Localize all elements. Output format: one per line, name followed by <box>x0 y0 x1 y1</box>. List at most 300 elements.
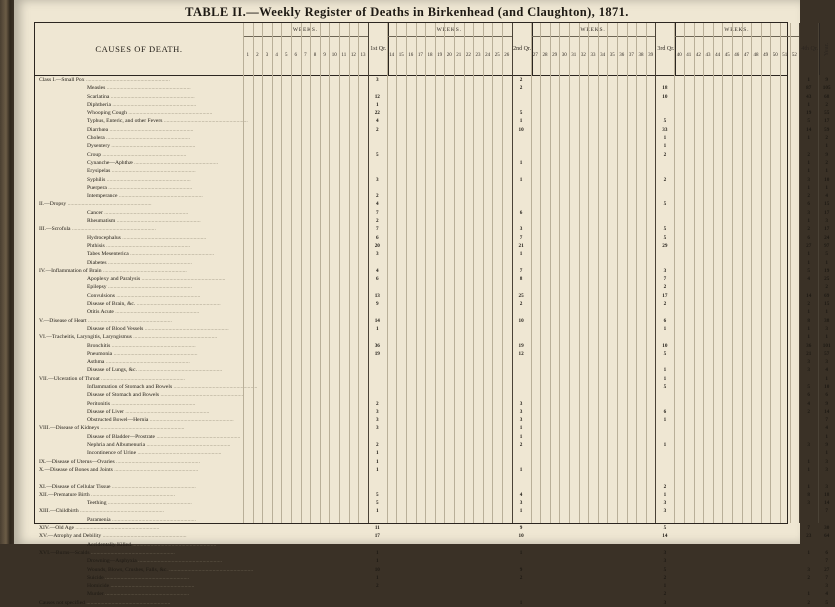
cause-name: Peritonitis <box>87 400 110 407</box>
quarter-column-divider <box>799 23 800 523</box>
cause-name: Accidentally Killed <box>87 541 131 548</box>
quarter-total-cell <box>512 151 531 159</box>
cause-name: Disease of Blood Vessels <box>87 325 144 332</box>
year-total-cell: 19 <box>824 267 830 274</box>
year-total-cell: 38 <box>824 317 830 324</box>
cause-name: XI.—Disease of Cellular Tissue <box>39 483 111 490</box>
quarter-total-cell <box>655 424 674 432</box>
leader-dots: ............................................................ <box>162 118 248 125</box>
cause-label <box>39 491 243 499</box>
year-total-cell: 4 <box>825 425 828 432</box>
leader-dots: ............................................................ <box>110 168 196 175</box>
quarter-total-cell: 10 <box>374 566 380 573</box>
year-total-cell: 17 <box>824 118 830 125</box>
week-number-header: 47 <box>743 53 749 58</box>
leader-dots: ............................................................ <box>120 234 207 241</box>
year-total-cell: 1 <box>825 143 828 150</box>
leader-dots: ............................................................ <box>106 284 192 291</box>
quarter-total-cell: 3 <box>519 226 523 233</box>
quarter-total-cell: 5 <box>663 350 667 357</box>
weeks-group-header: WEEKS. <box>243 23 368 37</box>
quarter-total-cell <box>655 458 674 466</box>
week-column-divider <box>531 23 532 523</box>
quarter-total-cell <box>799 424 818 432</box>
year-total-cell: 1 <box>825 309 828 316</box>
quarter-total-cell: 2 <box>663 301 667 308</box>
cause-name: VIII.—Disease of Kidneys <box>39 425 100 432</box>
quarter-total-cell: 1 <box>519 176 523 183</box>
quarter-total-cell <box>368 590 387 598</box>
quarter-total-cell <box>368 383 387 391</box>
week-column-divider <box>713 23 714 523</box>
quarter-total-cell: 2 <box>663 574 667 581</box>
quarter-total-cell: 36 <box>806 342 812 349</box>
quarter-total-cell: 1 <box>663 442 667 449</box>
cause-label <box>87 184 243 192</box>
week-column-divider <box>416 23 417 523</box>
cause-label <box>87 433 243 441</box>
quarter-total-cell: 2 <box>807 599 810 606</box>
table-row <box>35 557 828 565</box>
leader-dots: ............................................................ <box>110 101 197 108</box>
quarter-total-cell: 1 <box>663 417 667 424</box>
quarter-total-cell <box>368 474 387 482</box>
cause-label <box>39 333 243 341</box>
cause-name: Cancer <box>87 209 103 216</box>
year-total-cell: 1 <box>825 168 828 175</box>
quarter-total-cell: 3 <box>519 500 523 507</box>
leader-dots: ............................................................ <box>126 110 213 117</box>
quarter-total-cell <box>512 590 531 598</box>
cause-label <box>87 234 243 242</box>
year-total-cell: 17 <box>824 209 830 216</box>
quarter-total-cell <box>655 466 674 474</box>
year-total-cell: 3 <box>825 325 828 332</box>
table-row <box>35 582 828 590</box>
quarter-total-cell: 2 <box>663 483 667 490</box>
cause-label <box>87 300 243 308</box>
week-column-divider <box>435 23 436 523</box>
quarter-total-cell: 1 <box>663 367 667 374</box>
cause-label <box>87 441 243 449</box>
quarter-total-cell <box>655 541 674 549</box>
week-column-divider <box>636 23 637 523</box>
quarter-total-cell <box>368 184 387 192</box>
cause-label <box>87 117 248 125</box>
quarter-total-cell <box>799 449 818 457</box>
leader-dots: ............................................................ <box>78 508 164 515</box>
quarter-total-cell <box>512 93 531 101</box>
leader-dots: ............................................................ <box>159 392 245 399</box>
quarter-column-divider <box>512 23 513 523</box>
cause-name: Epilepsy <box>87 284 107 291</box>
week-number-header: 31 <box>571 53 577 58</box>
cause-label <box>87 474 243 482</box>
leader-dots: ............................................................ <box>102 209 189 216</box>
quarter-total-cell: 1 <box>376 458 379 465</box>
quarter-total-cell: 5 <box>807 383 810 390</box>
leader-dots: ............................................................ <box>66 201 152 208</box>
quarter-total-cell: 3 <box>376 425 379 432</box>
year-total-cell: 4 <box>825 591 828 598</box>
quarter-total-cell: 1 <box>519 549 523 556</box>
cause-name: XV.—Atrophy and Debility <box>39 533 102 540</box>
quarter-total-cell <box>655 76 674 84</box>
week-number-header: 36 <box>619 53 625 58</box>
quarter-total-cell <box>368 375 387 383</box>
year-total-cell: 9 <box>825 77 828 83</box>
quarter-total-cell: 19 <box>806 110 812 117</box>
week-column-divider <box>349 23 350 523</box>
week-number-header: 3 <box>265 53 269 58</box>
cause-label <box>87 516 243 524</box>
cause-label <box>39 599 243 607</box>
quarter-total-cell: 20 <box>374 242 380 249</box>
table-row <box>35 524 830 532</box>
cause-label <box>87 93 243 101</box>
quarter-total-cell: 1 <box>807 259 810 266</box>
week-column-divider <box>751 23 752 523</box>
leader-dots: ............................................................ <box>109 583 195 590</box>
leader-dots: ............................................................ <box>74 525 160 532</box>
quarter-total-cell: 6 <box>663 408 667 415</box>
cause-name: Drowning—Asphyxia <box>87 558 137 565</box>
quarter-total-cell: 2 <box>519 85 523 92</box>
quarter-total-cell: 18 <box>662 85 668 92</box>
year-total-cell: 9 <box>825 442 828 449</box>
cause-label <box>39 466 243 474</box>
leader-dots: ............................................................ <box>70 226 156 233</box>
quarter-total-cell: 4 <box>519 491 523 498</box>
quarter-total-cell <box>655 209 674 217</box>
quarter-total-cell: 7 <box>519 234 523 241</box>
quarter-total-cell: 9 <box>519 525 523 532</box>
cause-label <box>87 590 243 598</box>
week-column-divider <box>770 23 771 523</box>
year-total-cell: 18 <box>824 491 830 498</box>
deaths-register-table <box>34 22 831 606</box>
year-total-cell: 7 <box>825 508 828 515</box>
quarter-total-cell: 8 <box>807 491 810 498</box>
quarter-total-cell <box>655 259 674 267</box>
quarter-total-cell: 7 <box>519 267 523 274</box>
quarter-total-cell: 1 <box>376 466 379 473</box>
quarter-total-cell <box>799 283 818 291</box>
year-total-cell: 15 <box>824 201 830 208</box>
week-number-header: 48 <box>753 53 759 58</box>
leader-dots: ............................................................ <box>108 126 194 133</box>
table-row <box>35 574 828 582</box>
quarter-total-cell: 3 <box>663 267 667 274</box>
quarter-total-cell: 3 <box>807 566 810 573</box>
cause-name: Cynanche—Aphthæ <box>87 159 133 166</box>
year-total-cell: 69 <box>824 292 830 299</box>
cause-label <box>87 176 243 184</box>
quarter-total-cell: 2 <box>519 301 523 308</box>
weeks-group-header: WEEKS. <box>387 23 512 37</box>
quarter-total-cell <box>368 84 387 92</box>
week-number-header: 16 <box>408 53 414 58</box>
week-number-header: 24 <box>485 53 491 58</box>
week-number-header: 37 <box>628 53 634 58</box>
cause-name: Incontinence of Urine <box>87 450 137 457</box>
leader-dots: ............................................................ <box>148 417 234 424</box>
quarter-total-cell: 2 <box>376 583 379 590</box>
week-number-header: 13 <box>360 53 366 58</box>
table-row <box>35 590 828 598</box>
leader-dots: ............................................................ <box>101 533 187 540</box>
cause-name: IV.—Inflammation of Brain <box>39 267 102 274</box>
leader-dots: ............................................................ <box>130 541 217 548</box>
week-number-header: 30 <box>561 53 567 58</box>
week-column-divider <box>464 23 465 523</box>
quarter-total-cell <box>655 250 674 258</box>
quarter-total-cell: 1 <box>807 184 810 191</box>
quarter-total-cell <box>512 458 531 466</box>
quarter-total-cell <box>512 167 531 175</box>
quarter-total-cell: 2 <box>807 408 810 415</box>
week-column-divider <box>310 23 311 523</box>
week-number-header: 44 <box>715 53 721 58</box>
quarter-total-cell: 2 <box>663 151 667 158</box>
cause-name: Pneumonia <box>87 350 113 357</box>
week-column-divider <box>502 23 503 523</box>
quarter-total-cell: 3 <box>376 176 379 183</box>
week-number-header: 40 <box>676 53 682 58</box>
quarter-total-cell: 1 <box>807 135 810 142</box>
leader-dots: ............................................................ <box>172 383 258 390</box>
week-number-header: 25 <box>494 53 500 58</box>
quarter-total-cell <box>799 541 818 549</box>
cause-label <box>87 192 243 200</box>
cause-name: Whooping Cough <box>87 110 127 117</box>
quarter-total-cell: 5 <box>807 267 810 274</box>
quarter-total-cell <box>799 507 818 515</box>
quarter-total-cell: 2 <box>519 442 523 449</box>
cause-name: Rheumatism <box>87 218 116 225</box>
week-number-header: 19 <box>437 53 443 58</box>
year-total-cell: 1 <box>825 450 828 457</box>
week-column-divider <box>607 23 608 523</box>
cause-label <box>87 408 243 416</box>
week-column-divider <box>243 23 244 523</box>
quarter-total-cell: 12 <box>518 350 524 357</box>
week-number-header: 7 <box>304 53 307 58</box>
cause-label <box>87 308 243 316</box>
leader-dots: ............................................................ <box>103 574 190 581</box>
quarter-total-cell: 3 <box>807 500 810 507</box>
cause-name: Diphtheria <box>87 101 111 108</box>
quarter-total-cell: 3 <box>663 549 667 556</box>
leader-dots: ............................................................ <box>123 408 210 415</box>
leader-dots: ............................................................ <box>99 425 185 432</box>
week-number-header: 29 <box>552 53 558 58</box>
quarter-total-cell: 13 <box>374 292 380 299</box>
table-row <box>35 532 830 540</box>
quarter-total-cell: 1 <box>807 218 810 225</box>
cause-name: Intemperance <box>87 193 118 200</box>
quarter-total-cell: 6 <box>807 234 810 241</box>
quarter-total-cell <box>655 308 674 316</box>
cause-name: XIII.—Childbirth <box>39 508 79 515</box>
quarter-total-cell: 1 <box>376 549 379 556</box>
table-row <box>35 549 828 557</box>
year-total-cell: 10 <box>824 383 830 390</box>
year-total-cell: 97 <box>824 242 830 249</box>
quarter-total-cell: 6 <box>663 317 667 324</box>
week-column-divider <box>473 23 474 523</box>
cause-label <box>87 383 258 391</box>
week-number-header: 52 <box>791 53 797 58</box>
week-number-header: 20 <box>446 53 452 58</box>
week-number-header: 35 <box>609 53 615 58</box>
quarter-total-cell <box>512 474 531 482</box>
quarter-total-cell: 2 <box>376 400 379 407</box>
quarter-total-cell: 1 <box>807 325 810 332</box>
week-column-divider <box>646 23 647 523</box>
week-column-divider <box>550 23 551 523</box>
leader-dots: ............................................................ <box>113 309 200 316</box>
leader-dots: ............................................................ <box>86 317 172 324</box>
leader-dots: ............................................................ <box>110 143 196 150</box>
quarter-total-cell: 1 <box>663 583 667 590</box>
quarter-total-cell <box>512 200 531 208</box>
week-column-divider <box>262 23 263 523</box>
cause-name: Asthma <box>87 359 105 366</box>
quarter-total-cell: 1 <box>663 325 667 332</box>
quarter-total-cell: 11 <box>374 525 380 532</box>
quarter-total-cell: 87 <box>806 85 812 92</box>
week-number-header: 15 <box>398 53 404 58</box>
year-total-cell: 2 <box>825 101 828 108</box>
leader-dots: ............................................................ <box>136 558 223 565</box>
cause-label <box>87 325 243 333</box>
year-header <box>818 23 835 75</box>
cause-label <box>87 283 243 291</box>
leader-dots: ............................................................ <box>135 301 221 308</box>
leader-dots: ............................................................ <box>99 375 185 382</box>
causes-header: CAUSES OF DEATH. <box>35 23 244 75</box>
week-column-divider <box>703 23 704 523</box>
quarter-total-cell: 5 <box>376 151 379 158</box>
week-column-divider <box>588 23 589 523</box>
week-column-divider <box>320 23 321 523</box>
cause-name: Cholera <box>87 135 105 142</box>
week-number-header: 49 <box>763 53 769 58</box>
quarter-total-cell: 1 <box>807 549 810 556</box>
quarter-total-cell <box>512 375 531 383</box>
quarter-total-cell: 6 <box>807 392 810 399</box>
quarter-total-cell: 10 <box>518 533 524 540</box>
year-total-cell: 3 <box>825 466 828 473</box>
week-number-header: 1 <box>246 53 250 58</box>
cause-label <box>87 541 243 549</box>
quarter-total-cell: 29 <box>662 242 668 249</box>
quarter-total-cell <box>512 192 531 200</box>
cause-label <box>87 292 243 300</box>
cause-label <box>39 424 243 432</box>
week-column-divider <box>329 23 330 523</box>
week-column-divider <box>396 23 397 523</box>
week-number-header: 18 <box>427 53 433 58</box>
quarter-total-cell: 10 <box>662 93 668 100</box>
quarter-total-cell: 1 <box>807 77 810 83</box>
quarter-total-cell <box>655 358 674 366</box>
week-number-header: 26 <box>504 53 510 58</box>
week-column-divider <box>483 23 484 523</box>
year-total-cell <box>818 474 835 482</box>
cause-name: XII.—Premature Birth <box>39 491 90 498</box>
cause-label <box>87 449 243 457</box>
quarter-total-cell: 6 <box>376 276 379 283</box>
quarter-total-cell <box>512 142 531 150</box>
register-page <box>14 0 831 606</box>
quarter-total-cell: 2 <box>807 193 810 200</box>
week-number-header: 41 <box>686 53 692 58</box>
year-total-cell: 55 <box>824 110 830 117</box>
cause-label <box>39 375 243 383</box>
year-total-cell: 5 <box>825 251 828 258</box>
quarter-total-cell: 3 <box>376 417 379 424</box>
quarter-total-cell: 1 <box>807 458 810 465</box>
week-column-divider <box>722 23 723 523</box>
cause-name: Nephria and Albumenuria <box>87 442 146 449</box>
quarter-total-cell <box>512 483 531 491</box>
cause-label <box>87 101 243 109</box>
cause-name: Bronchitis <box>87 342 111 349</box>
year-total-cell: 30 <box>824 525 830 532</box>
leader-dots: ............................................................ <box>140 276 226 283</box>
quarter-column-divider <box>818 23 819 523</box>
quarter-total-cell: 2 <box>663 176 667 183</box>
quarter-total-cell: 1 <box>807 251 810 258</box>
week-number-header: 12 <box>350 53 356 58</box>
quarter-total-cell: 7 <box>376 226 379 233</box>
year-total-cell: 14 <box>824 408 830 415</box>
quarter-total-cell: 1 <box>519 508 523 515</box>
leader-dots: ............................................................ <box>114 292 201 299</box>
leader-dots: ............................................................ <box>131 334 218 341</box>
leader-dots: ............................................................ <box>104 135 191 142</box>
cause-label <box>87 167 243 175</box>
quarter-total-cell: 1 <box>807 159 810 166</box>
year-total-cell: 17 <box>824 226 830 233</box>
year-total-cell: 68 <box>824 93 830 100</box>
leader-dots: ............................................................ <box>128 251 215 258</box>
quarter-total-cell: 3 <box>807 367 810 374</box>
quarter-total-cell: 7 <box>663 276 667 283</box>
cause-name: Paramenia <box>87 516 111 523</box>
quarter-total-cell: 5 <box>376 491 379 498</box>
year-total-cell: 1 <box>825 375 828 382</box>
cause-label <box>39 267 243 275</box>
quarter-total-cell <box>512 259 531 267</box>
week-column-divider <box>540 23 541 523</box>
year-total-cell <box>818 516 835 524</box>
cause-name: X.—Disease of Bones and Joints <box>39 466 113 473</box>
quarter-total-cell: 6 <box>376 234 379 241</box>
quarter-total-cell: 2 <box>519 77 523 83</box>
cause-name: Disease of Stomach and Bowels <box>87 392 160 399</box>
week-number-header: 45 <box>724 53 730 58</box>
week-number-header: 28 <box>542 53 548 58</box>
leader-dots: ............................................................ <box>112 466 199 473</box>
quarter-total-cell: 23 <box>806 533 812 540</box>
cause-label <box>39 549 243 557</box>
year-total-cell: 101 <box>822 342 831 349</box>
cause-label <box>87 126 243 134</box>
quarter-total-cell: 21 <box>518 242 524 249</box>
